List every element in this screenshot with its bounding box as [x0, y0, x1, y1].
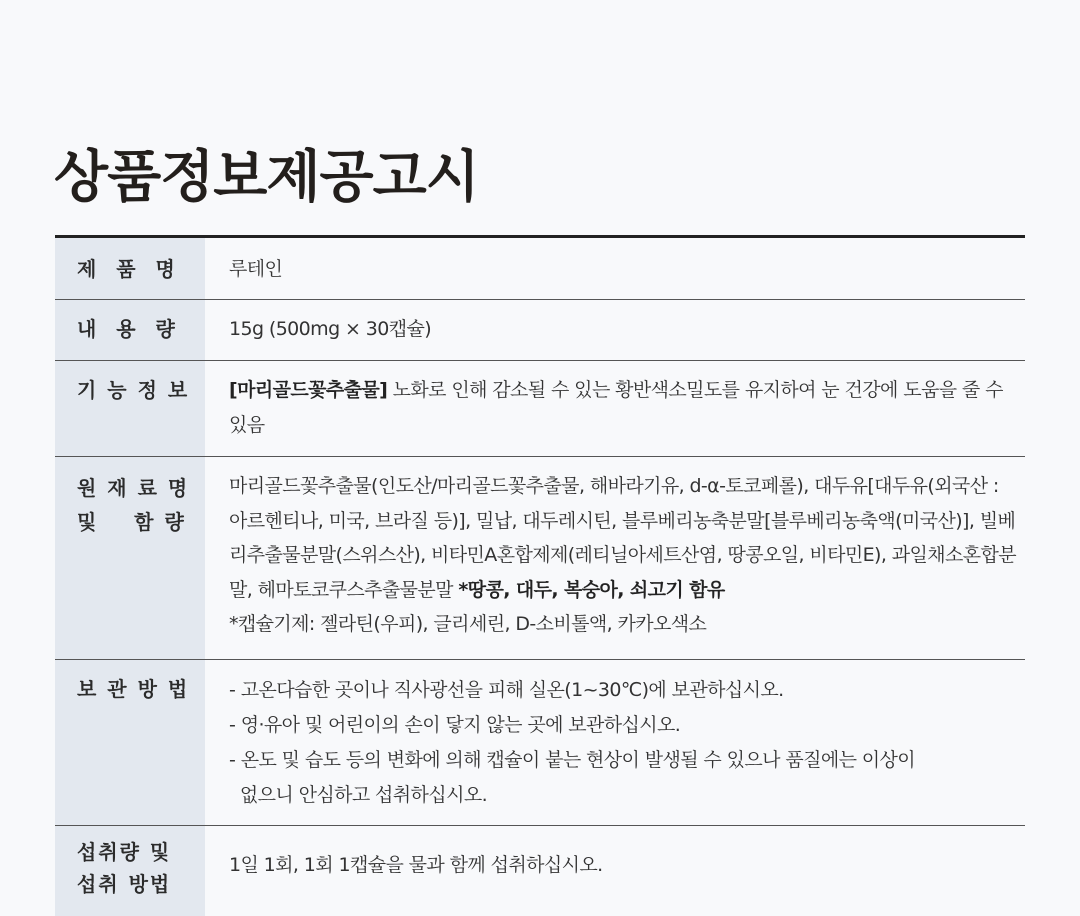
product-name-value: 루테인 — [229, 258, 283, 280]
product-info-table — [55, 235, 1025, 916]
intake-label-line1: 섭취량 및 — [77, 840, 172, 864]
row-storage-method — [55, 660, 1025, 826]
row-value — [205, 457, 1025, 659]
storage-line: 없으니 안심하고 섭취하십시오. — [229, 784, 488, 806]
storage-line: - 고온다습한 곳이나 직사광선을 피해 실온(1~30℃)에 보관하십시오. — [229, 679, 784, 701]
intake-method-value: 1일 1회, 1회 1캡슐을 물과 함께 섭취하십시오. — [229, 854, 603, 876]
capsule-base-notice: *캡슐기제: 젤라틴(우피), 글리세린, D-소비톨액, 카카오색소 — [229, 613, 707, 635]
function-info-label: 기 능 정 보 — [77, 378, 190, 402]
row-function-info — [55, 361, 1025, 457]
storage-line: - 영·유아 및 어린이의 손이 닿지 않는 곳에 보관하십시오. — [229, 714, 681, 736]
row-content-amount — [55, 300, 1025, 361]
function-ingredient-name: [마리골드꽃추출물] — [229, 379, 388, 401]
row-value — [205, 826, 1025, 916]
content-amount-value: 15g (500mg × 30캡슐) — [229, 318, 432, 340]
product-name-label: 제 품 명 — [77, 257, 177, 281]
page-title: 상품정보제공고시 — [54, 145, 479, 210]
row-label — [55, 300, 205, 360]
row-label — [55, 457, 205, 659]
row-value — [205, 238, 1025, 299]
row-product-name — [55, 238, 1025, 300]
ingredients-label-line1: 원 재 료 명 — [77, 476, 190, 500]
allergen-notice: *땅콩, 대두, 복숭아, 쇠고기 함유 — [458, 578, 725, 601]
row-value — [205, 660, 1025, 825]
row-label — [55, 826, 205, 916]
row-label — [55, 361, 205, 456]
row-label — [55, 660, 205, 825]
row-value — [205, 361, 1025, 456]
content-amount-label: 내 용 량 — [77, 317, 177, 341]
row-label — [55, 238, 205, 299]
ingredients-list: 마리골드꽃추출물(인도산/마리골드꽃추출물, 해바라기유, d-α-토코페롤), 대두유[대두유(외국산 : 아르헨티나, 미국, 브라질 등)], 밀납, 대두레시틴, 블루베리농축분말[블루베리농축액(미국산)], 빌베리추출물분말(스위스산), 비타민A혼합제제(레티닐아세트산염, 땅콩오일, 비타민E), 과일채소혼합분말, 헤마토코쿠스추출물분말 — [229, 475, 1016, 601]
intake-label-line2: 섭취 방법 — [77, 872, 172, 896]
function-info-value — [229, 373, 1021, 443]
function-description: 노화로 인해 감소될 수 있는 황반색소밀도를 유지하여 눈 건강에 도움을 줄 수 있음 — [229, 379, 1009, 436]
ingredients-label-line2: 및 함 량 — [77, 510, 186, 534]
row-intake-method — [55, 826, 1025, 916]
row-ingredients — [55, 457, 1025, 660]
storage-method-label: 보 관 방 법 — [77, 677, 190, 701]
storage-line: - 온도 및 습도 등의 변화에 의해 캡슐이 붙는 현상이 발생될 수 있으나 품질에는 이상이 — [229, 749, 916, 771]
ingredients-value — [229, 469, 1021, 607]
row-value — [205, 300, 1025, 360]
